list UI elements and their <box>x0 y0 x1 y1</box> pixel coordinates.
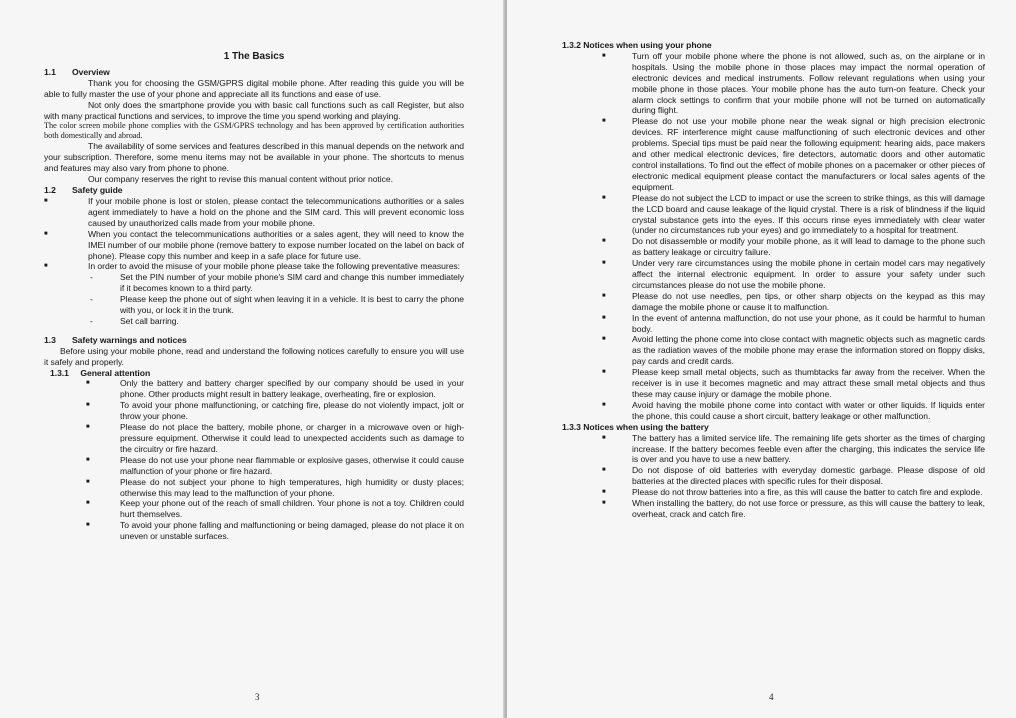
general-attention-list <box>44 378 464 542</box>
overview-paragraph: The availability of some services and features described in this manual depends on the network and your subscription. Therefore, some menu items may not be available in your phone. The shortcuts to menus and features may also vary from phone to phone. <box>44 141 464 174</box>
section-title: General attention <box>80 367 151 378</box>
safety-guide-list <box>44 196 464 272</box>
section-title: Safety warnings and notices <box>72 334 187 345</box>
section-number: 1.3.3 <box>562 421 581 432</box>
list-item: - Set call barring. <box>44 316 464 327</box>
section-heading-safety-guide <box>44 185 464 196</box>
list-item: ■ Please keep small metal objects, such as thumbtacks far away from the receiver. When the receiver is in use it becomes magnetic and may attract these small metal objects and thus these may cause injury or damage the mobile phone. <box>562 367 985 400</box>
list-item: ■ Turn off your mobile phone where the phone is not allowed, such as, on the airplane or in hospitals. Using the mobile phone in those places may impact the normal operation of electronic devices and medical instruments. Follow relevant regulations when using your mobile phone in those places. Your mobile phone has the auto turn-on feature. Check your alarm clock settings to confirm that your mobile phone will not be turned on automatically during flight. <box>562 51 985 116</box>
list-item: ■ Keep your phone out of the reach of small children. Your phone is not a toy. Children could hurt themselves. <box>44 498 464 520</box>
list-item: - Set the PIN number of your mobile phone's SIM card and change this number immediately if it becomes known to a third party. <box>44 272 464 294</box>
list-item: - Please keep the phone out of sight when leaving it in a vehicle. It is best to carry the phone with you, or lock it in the trunk. <box>44 294 464 316</box>
right-page <box>507 0 1016 718</box>
list-item: ■ Please do not use your mobile phone near the weak signal or high precision electronic devices. RF interference might cause malfunctioning of such electronic devices and other problems. Special tips must be paid near the following equipment: hearing aids, pace makers and other medical electronic devices, fire detectors, automatic doors and other automatic control installations. To find out the effect of mobile phones on a pacemaker or other pieces of electronic medical equipment please contact the manufacturers or local sales agents of the equipment. <box>562 116 985 192</box>
page-number: 3 <box>255 692 260 702</box>
list-item: ■ To avoid your phone malfunctioning, or catching fire, please do not violently impact, jolt or throw your phone. <box>44 400 464 422</box>
subsection-heading-battery-notices <box>562 422 985 433</box>
list-item: ■ When installing the battery, do not use force or pressure, as this will cause the battery to leak, overheat, crack and catch fire. <box>562 498 985 520</box>
list-item: ■ If your mobile phone is lost or stolen, please contact the telecommunications authorities or a sales agent immediately to have a hold on the phone and the SIM card. This will prevent economic loss caused by unauthorized calls made from your mobile phone. <box>44 196 464 229</box>
list-item: ■ Please do not use needles, pen tips, or other sharp objects on the keypad as this may damage the mobile phone or cause it to malfunction. <box>562 291 985 313</box>
section-number: 1.3 <box>44 334 56 345</box>
overview-paragraph: Our company reserves the right to revise this manual content without prior notice. <box>88 174 393 185</box>
section-number: 1.3.1 <box>50 367 69 378</box>
battery-notices-list <box>562 433 985 520</box>
right-page-content <box>562 40 985 520</box>
list-item: ■ The battery has a limited service life. The remaining life gets shorter as the times of charging increase. If the battery becomes feeble even after the charging, this indicates the service life is over and you have to use a new battery. <box>562 433 985 466</box>
list-item: ■ In the event of antenna malfunction, do not use your phone, as it could be harmful to human body. <box>562 313 985 335</box>
preventative-measures-list <box>44 272 464 327</box>
subsection-heading-general-attention <box>50 368 464 379</box>
left-page-content <box>44 52 464 542</box>
list-item: ■ In order to avoid the misuse of your mobile phone please take the following preventative measures: <box>44 261 464 272</box>
chapter-title: 1 The Basics <box>223 51 285 62</box>
safety-warnings-intro: Before using your mobile phone, read and understand the following notices carefully to ensure you will use it safely and properly. <box>44 345 464 367</box>
overview-paragraph: Not only does the smartphone provide you with basic call functions such as call Register, but also with many practical functions and services, to improve the time you spend working and playing. <box>44 99 464 121</box>
list-item: ■ To avoid your phone falling and malfunctioning or being damaged, please do not place it on uneven or unstable surfaces. <box>44 520 464 542</box>
left-page <box>0 0 505 718</box>
list-item: ■ Avoid having the mobile phone come into contact with water or other liquids. If liquids enter the phone, this could cause a short circuit, battery leakage or other malfunction. <box>562 400 985 422</box>
subsection-heading-phone-notices <box>562 40 985 51</box>
section-number: 1.2 <box>44 185 56 196</box>
page-number: 4 <box>769 692 774 702</box>
section-title: Overview <box>72 66 110 77</box>
list-item: ■ Please do not place the battery, mobile phone, or charger in a microwave oven or high-pressure equipment. Otherwise it could lead to unexpected accidents such as damage to the circuitry or fire hazard. <box>44 422 464 455</box>
overview-paragraph: Thank you for choosing the GSM/GPRS digital mobile phone. After reading this guide you will be able to fully master the use of your phone and appreciate all its functions and ease of use. <box>44 77 464 99</box>
overview-paragraph: The color screen mobile phone complies with the GSM/GPRS technology and has been approved by certification authorities both domestically and abroad. <box>44 121 464 141</box>
section-heading-safety-warnings <box>44 335 464 346</box>
section-title: Safety guide <box>72 185 123 196</box>
list-item: ■ Do not dispose of old batteries with everyday domestic garbage. Please dispose of old batteries at the directed places with specific rules for their disposal. <box>562 465 985 487</box>
section-number: 1.3.2 <box>562 40 581 50</box>
list-item: ■ Do not disassemble or modify your mobile phone, as it will lead to damage to the phone such as battery leakage or circuitry failure. <box>562 236 985 258</box>
list-item: ■ Please do not throw batteries into a fire, as this will cause the batter to catch fire and explode. <box>562 487 985 498</box>
list-item: ■ Please do not subject your phone to high temperatures, high humidity or dusty places; otherwise this may lead to the malfunction of your phone. <box>44 477 464 499</box>
list-item: ■ When you contact the telecommunications authorities or a sales agent, they will need to know the IMEI number of our mobile phone (remove battery to expose number located on the label on back of phone). Please copy this number and keep in a safe place for future use. <box>44 229 464 262</box>
section-number: 1.1 <box>44 66 56 77</box>
list-item: ■ Please do not use your phone near flammable or explosive gases, otherwise it could cause malfunction of your phone or fire hazard. <box>44 455 464 477</box>
section-title: Notices when using the battery <box>583 421 709 432</box>
list-item: ■ Under very rare circumstances using the mobile phone in certain model cars may negatively affect the internal electronic equipment. In order to assure your safety under such circumstances please do not use the mobile phone. <box>562 258 985 291</box>
section-heading-overview <box>44 67 464 78</box>
list-item: ■ Only the battery and battery charger specified by our company should be used in your phone. Other products might result in battery leakage, overheating, fire or explosion. <box>44 378 464 400</box>
list-item: ■ Avoid letting the phone come into close contact with magnetic objects such as magnetic cards as the radiation waves of the mobile phone may erase the information stored on floppy disks, pay cards and credit cards. <box>562 334 985 367</box>
list-item: ■ Please do not subject the LCD to impact or use the screen to strike things, as this will damage the LCD board and cause leakage of the liquid crystal. There is a risk of blindness if the liquid crystal substance gets into the eyes. If this occurs rinse eyes immediately with clear water (under no circumstances rub your eyes) and go immediately to a hospital for treatment. <box>562 193 985 237</box>
section-title: Notices when using your phone <box>583 40 712 50</box>
phone-notices-list <box>562 51 985 422</box>
